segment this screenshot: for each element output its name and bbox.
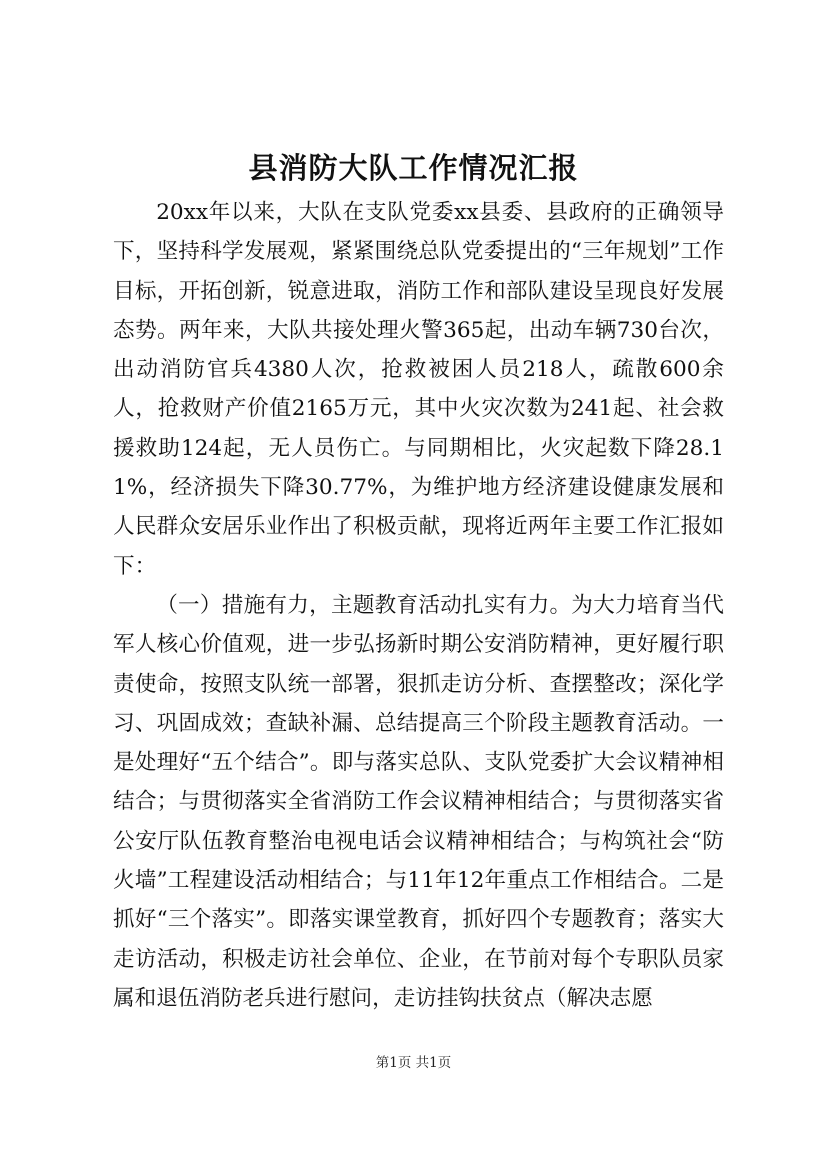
body-paragraph-section-1: （一）措施有力，主题教育活动扎实有力。为大力培育当代军人核心价值观，进一步弘扬新时期公安消防精神，更好履行职责使命，按照支队统一部署，狠抓走访分析、查摆整改；深化学习、巩固成效；查缺补漏、总结提高三个阶段主题教育活动。一是处理好“五个结合”。即与落实总队、支队党委扩大会议精神相结合；与贯彻落实全省消防工作会议精神相结合；与贯彻落实省公安厅队伍教育整治电视电话会议精神相结合；与构筑社会“防火墙”工程建设活动相结合；与11年12年重点工作相结合。二是抓好“三个落实”。即落实课堂教育，抓好四个专题教育；落实大走访活动，积极走访社会单位、企业，在节前对每个专职队员家属和退伍消防老兵进行慰问，走访挂钩扶贫点（解决志愿 xyxy=(113,592,724,1011)
document-title: 县消防大队工作情况汇报 xyxy=(248,151,579,185)
body-paragraph-intro: 20xx年以来，大队在支队党委xx县委、县政府的正确领导下，坚持科学发展观，紧紧围绕总队党委提出的“三年规划”工作目标，开拓创新，锐意进取，消防工作和部队建设呈现良好发展态势。两年来，大队共接处理火警365起，出动车辆730台次，出动消防官兵4380人次，抢救被困人员218人，疏散600余人，抢救财产价值2165万元，其中火灾次数为241起、社会救援救助124起，无人员伤亡。与同期相比，火灾起数下降28.11%，经济损失下降30.77%，为维护地方经济建设健康发展和人民群众安居乐业作出了积极贡献，现将近两年主要工作汇报如下： xyxy=(113,200,724,579)
page-footer: 第1页 共1页 xyxy=(375,1055,452,1071)
document-body xyxy=(113,193,724,1018)
